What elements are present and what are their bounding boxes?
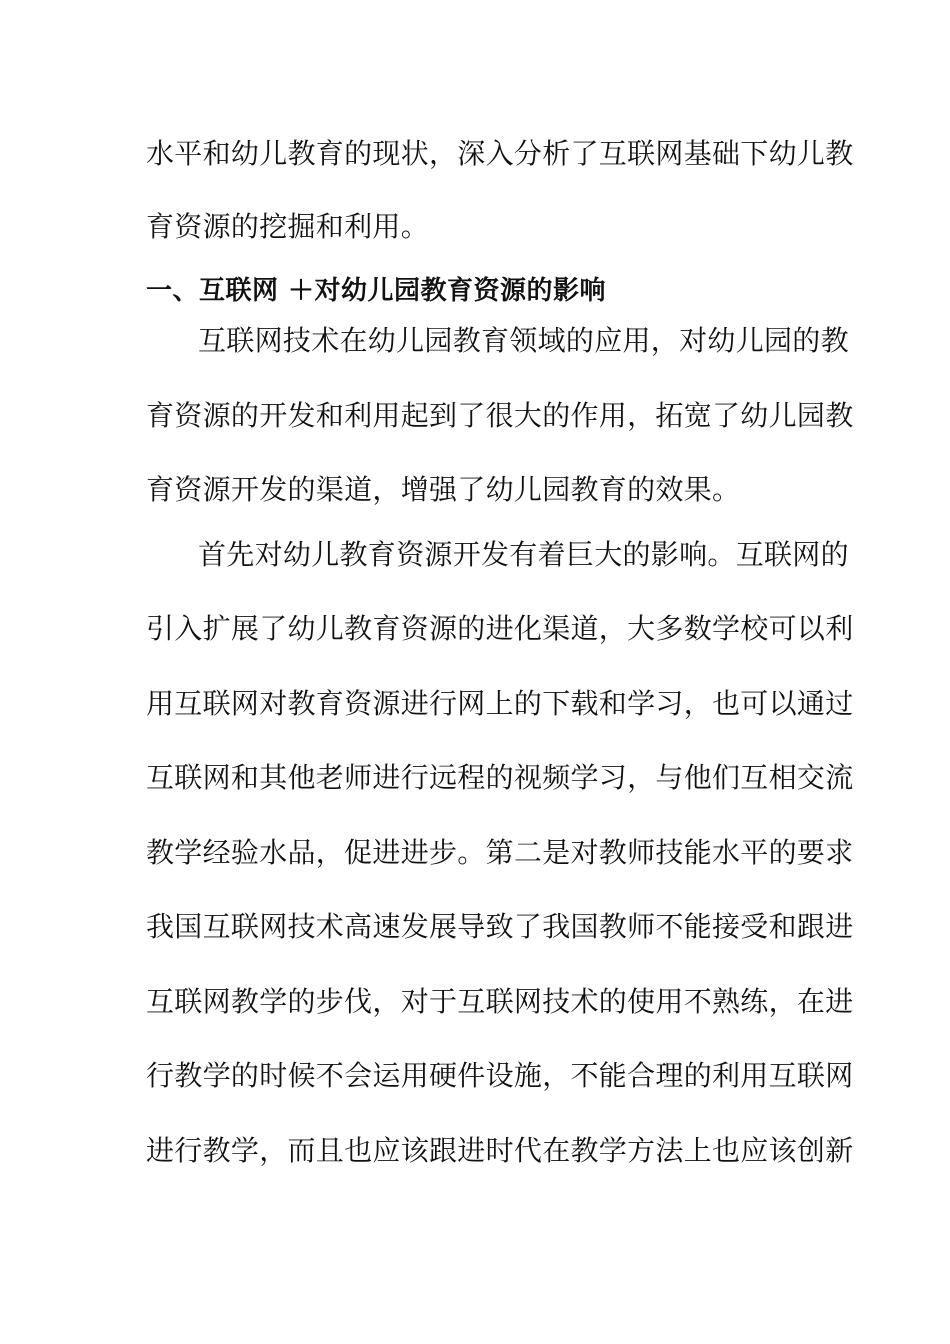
paragraph-2-line-6: 我国互联网技术高速发展导致了我国教师不能接受和跟进 (146, 910, 854, 943)
intro-line-2: 育资源的挖掘和利用。 (146, 210, 430, 243)
paragraph-2-line-2: 引入扩展了幼儿教育资源的进化渠道，大多数学校可以利 (146, 612, 854, 645)
intro-line-1: 水平和幼儿教育的现状，深入分析了互联网基础下幼儿教 (146, 137, 854, 170)
paragraph-2-line-5: 教学经验水品，促进进步。第二是对教师技能水平的要求 (146, 836, 854, 869)
paragraph-2-line-9: 进行教学，而且也应该跟进时代在教学方法上也应该创新 (146, 1134, 854, 1167)
paragraph-1-line-3: 育资源开发的渠道，增强了幼儿园教育的效果。 (146, 473, 741, 506)
paragraph-2-line-3: 用互联网对教育资源进行网上的下载和学习，也可以通过 (146, 687, 854, 720)
paragraph-1-line-2: 育资源的开发和利用起到了很大的作用，拓宽了幼儿园教 (146, 399, 854, 432)
paragraph-2-line-8: 行教学的时候不会运用硬件设施，不能合理的利用互联网 (146, 1059, 854, 1092)
paragraph-2-line-1: 首先对幼儿教育资源开发有着巨大的影响。互联网的 (198, 538, 849, 571)
paragraph-1-line-1: 互联网技术在幼儿园教育领域的应用，对幼儿园的教 (198, 324, 849, 357)
paragraph-2-line-4: 互联网和其他老师进行远程的视频学习，与他们互相交流 (146, 761, 854, 794)
section-heading: 一、互联网 ＋对幼儿园教育资源的影响 (146, 276, 607, 306)
paragraph-2-line-7: 互联网教学的步伐，对于互联网技术的使用不熟练，在进 (146, 985, 854, 1018)
